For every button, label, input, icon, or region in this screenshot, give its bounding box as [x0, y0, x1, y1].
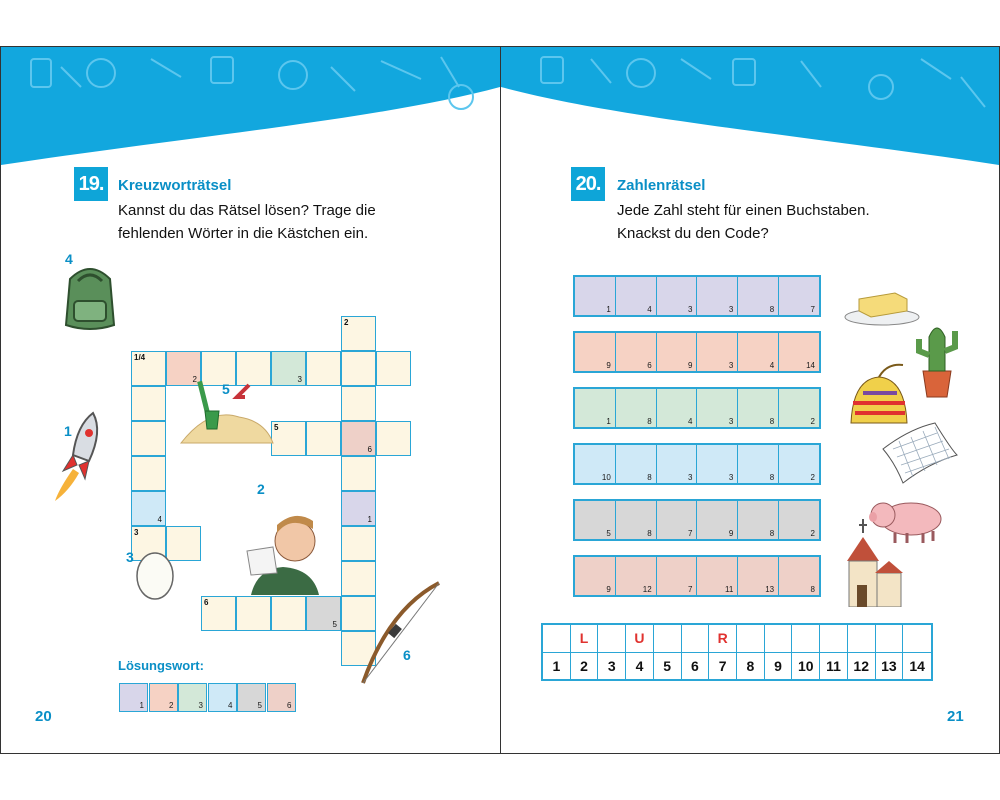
number-row [573, 387, 821, 429]
puzzle-title: Kreuzworträtsel [118, 177, 232, 194]
letter-box[interactable] [779, 445, 819, 483]
task-number-badge: 20. [571, 167, 605, 201]
code-number: 13 [765, 585, 775, 594]
solution-cell[interactable] [119, 683, 148, 712]
letter-box[interactable] [616, 557, 657, 595]
code-number: 8 [647, 473, 652, 482]
letter-box[interactable] [738, 333, 779, 371]
letter-box[interactable] [575, 501, 616, 539]
code-number: 8 [769, 529, 775, 538]
crossword-cell[interactable] [341, 491, 376, 526]
letter-box[interactable] [697, 277, 738, 315]
code-number: 8 [647, 417, 652, 426]
letter-box[interactable] [779, 557, 819, 595]
code-number-cell: 4 [626, 653, 654, 680]
code-number-cell: 6 [682, 653, 710, 680]
clue-number-egg: 3 [126, 549, 134, 565]
instructions-line-1: Jede Zahl steht für einen Buchstaben. [617, 202, 870, 219]
code-letter-cell[interactable] [848, 625, 876, 653]
code-number-cell: 11 [820, 653, 848, 680]
letter-box[interactable] [738, 445, 779, 483]
code-number: 3 [728, 473, 734, 482]
letter-box[interactable] [657, 333, 698, 371]
code-number: 3 [688, 305, 693, 314]
solution-index: 4 [157, 515, 162, 524]
crossword-cell[interactable] [131, 456, 166, 491]
code-letter-cell[interactable] [792, 625, 820, 653]
left-page [0, 47, 501, 753]
code-number: 4 [647, 305, 652, 314]
crossword-cell[interactable] [341, 456, 376, 491]
code-number: 8 [769, 305, 775, 314]
crossword-cell[interactable] [131, 491, 166, 526]
code-letter-cell[interactable] [543, 625, 571, 653]
number-row [573, 555, 821, 597]
code-number: 5 [606, 529, 611, 538]
code-number-cell: 7 [709, 653, 737, 680]
letter-box[interactable] [697, 445, 738, 483]
code-number: 2 [810, 529, 815, 538]
clue-number-shovel: 5 [222, 381, 230, 397]
code-number-cell: 13 [876, 653, 904, 680]
letter-box[interactable] [657, 277, 698, 315]
clue-start-number: 1/4 [134, 353, 146, 362]
egg-illustration [135, 550, 175, 600]
code-number: 12 [642, 585, 652, 594]
number-row [573, 499, 821, 541]
code-number: 3 [728, 305, 734, 314]
solution-cell-number: 4 [228, 701, 233, 710]
code-number-cell: 9 [765, 653, 793, 680]
page-number-left: 20 [35, 708, 52, 725]
code-number: 9 [606, 585, 611, 594]
puzzle-title: Zahlenrätsel [617, 177, 706, 194]
code-number: 9 [606, 361, 611, 370]
solution-index: 1 [367, 515, 372, 524]
crossword-cell[interactable] [271, 596, 306, 631]
crossword-cell[interactable] [341, 526, 376, 561]
code-number: 6 [647, 361, 652, 370]
code-number: 1 [606, 305, 611, 314]
crossword-cell[interactable] [341, 421, 376, 456]
shovel-in-sand-illustration [179, 377, 275, 447]
crossword-cell[interactable] [131, 386, 166, 421]
decorative-banner [501, 47, 999, 167]
clue-start-number: 6 [204, 598, 209, 607]
code-number-cell: 1 [543, 653, 571, 680]
clue-number-bow: 6 [403, 647, 411, 663]
code-number: 3 [688, 473, 693, 482]
solution-cell-number: 6 [287, 701, 292, 710]
crossword-cell[interactable] [341, 316, 376, 351]
crossword-cell[interactable] [376, 421, 411, 456]
code-letter-cell[interactable] [876, 625, 904, 653]
solution-cell[interactable] [178, 683, 207, 712]
crossword-cell[interactable] [376, 351, 411, 386]
code-number-cell: 12 [848, 653, 876, 680]
code-number: 8 [769, 417, 775, 426]
bow-illustration [359, 579, 443, 685]
code-number: 9 [688, 361, 693, 370]
code-letter-cell[interactable]: L [571, 625, 599, 653]
solution-cell-number: 5 [257, 701, 262, 710]
letter-box[interactable] [657, 501, 698, 539]
code-letter-cell[interactable] [598, 625, 626, 653]
solution-index: 2 [192, 375, 197, 384]
checked-paper-illustration [879, 419, 961, 485]
code-letter-cell[interactable] [903, 625, 931, 653]
letter-box[interactable] [779, 389, 819, 427]
code-number: 7 [810, 305, 815, 314]
solution-cell[interactable] [208, 683, 237, 712]
solution-cell-number: 2 [169, 701, 174, 710]
code-number: 10 [601, 473, 611, 482]
butter-illustration [843, 285, 921, 327]
clue-number-backpack: 4 [65, 251, 73, 267]
instructions [617, 199, 947, 245]
code-number: 7 [688, 585, 693, 594]
solution-index: 3 [297, 375, 302, 384]
instructions-line-2: Knackst du den Code? [617, 225, 769, 242]
instructions-line-1: Kannst du das Rätsel lösen? Trage die [118, 202, 376, 219]
solution-index: 6 [367, 445, 372, 454]
code-number-cell: 14 [909, 658, 925, 674]
letter-box[interactable] [616, 501, 657, 539]
book-spread [0, 46, 1000, 754]
instructions-line-2: fehlenden Wörter in die Kästchen ein. [118, 225, 369, 242]
number-row [573, 275, 821, 317]
sneezing-man-illustration [243, 511, 323, 595]
backpack-illustration [56, 261, 124, 335]
letter-box[interactable] [697, 501, 738, 539]
solution-cell[interactable] [237, 683, 266, 712]
right-page [501, 47, 1000, 753]
code-number-cell: 8 [737, 653, 765, 680]
instructions [118, 199, 448, 245]
letter-box[interactable] [779, 501, 819, 539]
letter-box[interactable] [697, 557, 738, 595]
code-letter-cell[interactable]: R [709, 625, 737, 653]
church-illustration [843, 517, 903, 607]
solution-cell[interactable] [267, 683, 296, 712]
solution-cell-number: 3 [198, 701, 203, 710]
code-number-cell: 3 [598, 653, 626, 680]
crossword-cell[interactable] [341, 386, 376, 421]
clue-start-number: 5 [274, 423, 279, 432]
crossword-cell[interactable] [271, 421, 306, 456]
letter-box[interactable] [738, 501, 779, 539]
number-row [573, 443, 821, 485]
crossword-cell[interactable] [131, 351, 166, 386]
solution-word-label: Lösungswort: [118, 658, 204, 673]
page-number-right: 21 [947, 708, 964, 725]
letter-box[interactable] [616, 445, 657, 483]
rocket-illustration [49, 409, 109, 505]
letter-box[interactable] [738, 389, 779, 427]
crossword-cell[interactable] [271, 351, 306, 386]
code-number: 14 [806, 361, 815, 370]
letter-box[interactable] [575, 333, 616, 371]
letter-box[interactable] [616, 389, 657, 427]
letter-box[interactable] [779, 277, 819, 315]
letter-box[interactable] [738, 557, 779, 595]
crossword-cell[interactable] [131, 421, 166, 456]
code-letter-cell[interactable] [765, 625, 793, 653]
solution-cell[interactable] [149, 683, 178, 712]
crossword-cell[interactable] [236, 596, 271, 631]
code-letter-cell[interactable] [682, 625, 710, 653]
letter-box[interactable] [738, 277, 779, 315]
code-number-cell: 2 [571, 653, 599, 680]
code-number: 11 [725, 585, 734, 594]
letter-box[interactable] [697, 389, 738, 427]
code-table [541, 623, 933, 681]
code-number: 2 [810, 417, 815, 426]
code-number: 8 [647, 529, 652, 538]
code-number: 4 [769, 361, 775, 370]
letter-box[interactable] [575, 389, 616, 427]
code-letter-cell[interactable] [654, 625, 682, 653]
code-number: 7 [688, 529, 693, 538]
code-number: 9 [728, 529, 734, 538]
code-number-cell: 5 [654, 653, 682, 680]
letter-box[interactable] [779, 333, 819, 371]
number-row [573, 331, 821, 373]
clue-start-number: 2 [344, 318, 349, 327]
crossword-cell[interactable] [201, 596, 236, 631]
letter-box[interactable] [657, 557, 698, 595]
letter-box[interactable] [657, 389, 698, 427]
letter-box[interactable] [657, 445, 698, 483]
cactus-illustration [911, 317, 963, 399]
solution-index: 5 [332, 620, 337, 629]
crossword-cell[interactable] [306, 596, 341, 631]
code-number-cell: 10 [792, 653, 820, 680]
crossword-cell[interactable] [341, 351, 376, 386]
letter-box[interactable] [697, 333, 738, 371]
code-number: 1 [606, 417, 611, 426]
decorative-banner [1, 47, 500, 167]
letter-box[interactable] [616, 333, 657, 371]
code-number: 4 [688, 417, 693, 426]
code-number: 3 [728, 417, 734, 426]
letter-box[interactable] [616, 277, 657, 315]
code-letter-cell[interactable] [737, 625, 765, 653]
letter-box[interactable] [575, 277, 616, 315]
clue-start-number: 3 [134, 528, 139, 537]
clue-number-rocket: 1 [64, 423, 72, 439]
code-number: 8 [810, 585, 815, 594]
code-number: 8 [769, 473, 775, 482]
code-letter-cell[interactable]: U [626, 625, 654, 653]
code-number: 2 [810, 473, 815, 482]
code-letter-cell[interactable] [820, 625, 848, 653]
code-number: 3 [728, 361, 734, 370]
crossword-cell[interactable] [306, 421, 341, 456]
crossword-cell[interactable] [306, 351, 341, 386]
letter-box[interactable] [575, 445, 616, 483]
task-number-badge: 19. [74, 167, 108, 201]
letter-box[interactable] [575, 557, 616, 595]
solution-cell-number: 1 [139, 701, 144, 710]
clue-number-man: 2 [257, 481, 265, 497]
